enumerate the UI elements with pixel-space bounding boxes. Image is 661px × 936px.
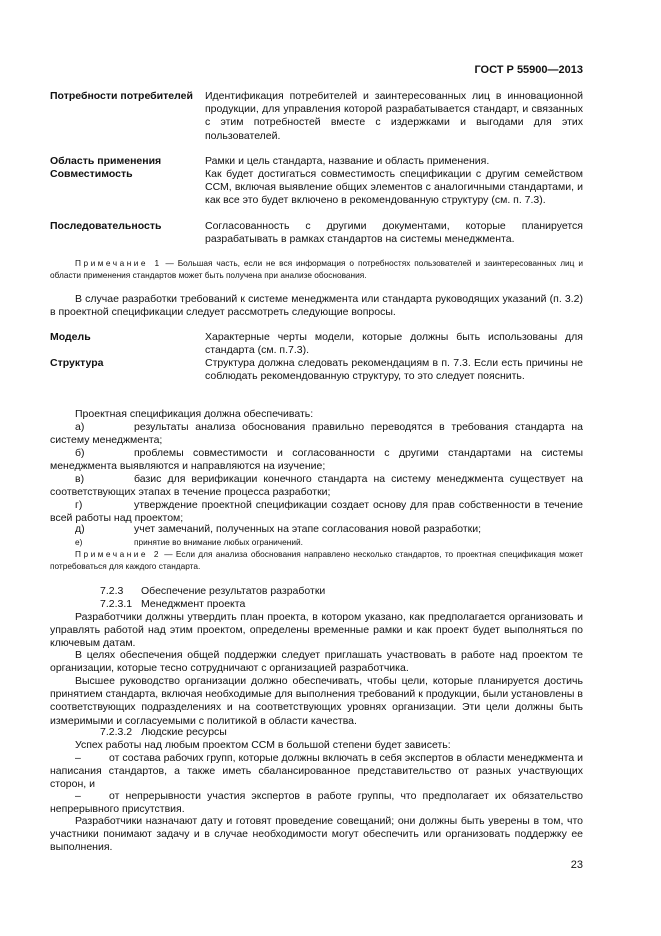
definition-term: Область применения	[50, 155, 162, 167]
list-text: принятие во внимание любых ограничений.	[134, 537, 303, 547]
list-item	[50, 421, 583, 447]
note-1	[50, 257, 583, 281]
paragraph-success: Успех работы над любым проектом ССМ в большой степени будет зависеть:	[75, 739, 451, 751]
list-item	[50, 499, 583, 525]
paragraph-project-plan: Разработчики должны утвердить план проекта, в котором указано, как предполагается организовать и управлять работой над этим проектом, определены временные рамки и как проект будет выполняться по ключевым датам.	[50, 611, 583, 650]
section-heading-7-2-3-1	[50, 598, 583, 611]
definition-desc: Идентификация потребителей и заинтересованных лиц в инновационной продукции, для управления которой разрабатывается стандарт, и связанных с этим потребностей вместе с издержками и выгодами для этих пользователей.	[205, 90, 583, 142]
list-item	[50, 752, 583, 792]
definition-term: Структура	[50, 357, 104, 369]
list-item	[50, 536, 583, 548]
definition-user-needs	[50, 90, 583, 143]
list-text: учет замечаний, полученных на этапе согласования новой разработки;	[134, 523, 482, 535]
page-number: 23	[570, 859, 583, 871]
section-number: 7.2.3.2	[100, 726, 133, 738]
list-text: от непрерывности участия экспертов в работе группы, что предполагает их обязательство непрерывного присутствия.	[50, 790, 583, 816]
section-title: Обеспечение результатов разработки	[141, 585, 326, 597]
section-title: Людские ресурсы	[141, 726, 227, 738]
list-item	[50, 473, 583, 499]
definition-consistency	[50, 220, 583, 246]
list-label: –	[75, 752, 81, 764]
list-text: утверждение проектной спецификации создает основу для прав собственности в течение всей работы над проектом;	[50, 499, 583, 525]
note-label: Примечание 2	[75, 549, 161, 559]
definition-desc: Как будет достигаться совместимость спецификации с другим семейством ССМ, включая выявление общих элементов с аналогичными стандартами, и как все это будет включено в рекомендованную структуру (см. п. 7.3).	[205, 168, 583, 207]
definition-scope	[50, 155, 583, 168]
note-2	[50, 548, 583, 572]
definition-desc: Структура должна следовать рекомендациям в п. 7.3. Если есть причины не соблюдать рекомендованную структуру, то это следует пояснить.	[205, 357, 583, 383]
definition-desc: Характерные черты модели, которые должны быть использованы для стандарта (см. п.7.3).	[205, 331, 583, 357]
list-label: в)	[75, 473, 85, 485]
definition-desc: Рамки и цель стандарта, название и область применения.	[205, 155, 490, 167]
list-label: б)	[75, 447, 85, 459]
section-heading-7-2-3-2	[50, 726, 583, 739]
paragraph-general-support: В целях обеспечения общей поддержки следует приглашать участвовать в работе над проектом те организации, которые тесно сотрудничают с организацией разработчика.	[50, 649, 583, 675]
list-label: д)	[75, 523, 85, 535]
section-number: 7.2.3.1	[100, 598, 133, 610]
note-text: — Большая часть, если не вся информация о потребностях пользователей и заинтересованных лиц и области применения стандартов может быть получена при анализе обоснования.	[50, 258, 583, 280]
definition-term: Последовательность	[50, 220, 162, 232]
list-text: базис для верификации конечного стандарта на систему менеджмента существует на соответствующих этапах в течение процесса разработки;	[50, 473, 583, 499]
list-label: а)	[75, 421, 85, 433]
section-number: 7.2.3	[100, 585, 124, 597]
list-label: г)	[75, 499, 83, 511]
definition-term: Потребности потребителей	[50, 90, 193, 102]
spec-intro: Проектная спецификация должна обеспечивать:	[75, 408, 314, 420]
list-item	[50, 523, 583, 536]
section-title: Менеджмент проекта	[141, 598, 246, 610]
list-item	[50, 790, 583, 816]
list-item	[50, 447, 583, 473]
list-text: результаты анализа обоснования правильно переводятся в требования стандарта на систему менеджмента;	[50, 421, 583, 447]
definition-desc: Согласованность с другими документами, которые планируется разрабатывать в рамках стандартов на системы менеджмента.	[205, 220, 583, 246]
paragraph-management-case: В случае разработки требований к системе менеджмента или стандарта руководящих указаний (п. 3.2) в проектной спецификации следует рассмотреть следующие вопросы.	[50, 293, 583, 319]
definition-term: Модель	[50, 331, 91, 343]
standard-header: ГОСТ Р 55900—2013	[474, 64, 583, 76]
list-label: –	[75, 790, 81, 802]
note-text: — Если для анализа обоснования направлено несколько стандартов, то проектная спецификация может потребоваться для каждого стандарта.	[50, 549, 583, 571]
list-label: е)	[75, 537, 83, 547]
section-heading-7-2-3	[50, 585, 583, 598]
definition-compatibility	[50, 168, 583, 208]
note-label: Примечание 1	[75, 258, 162, 268]
paragraph-top-management: Высшее руководство организации должно обеспечивать, чтобы цели, которые планируется достичь принятием стандарта, включая необходимые для выполнения требований к продукции, были установлены в соответствующих подразделениях и на соответствующих уровнях организации. Эти цели должны быть измеримыми и согласуемыми с политикой в области качества.	[50, 675, 583, 727]
definition-model	[50, 331, 583, 357]
list-text: проблемы совместимости и согласованности с другими стандартами на системы менеджмента выявляются и направляются на изучение;	[50, 447, 583, 473]
paragraph-meetings: Разработчики назначают дату и готовят проведение совещаний; они должны быть уверены в том, что участники понимают задачу и в случае необходимости могут обеспечить или организовать поддержку ее выполнения.	[50, 815, 583, 854]
definition-structure	[50, 357, 583, 383]
list-text: от состава рабочих групп, которые должны включать в себя экспертов в области менеджмента и написания стандартов, а также иметь сбалансированное представительство от разных участвующих сторон, и	[50, 752, 583, 791]
definition-term: Совместимость	[50, 168, 133, 180]
